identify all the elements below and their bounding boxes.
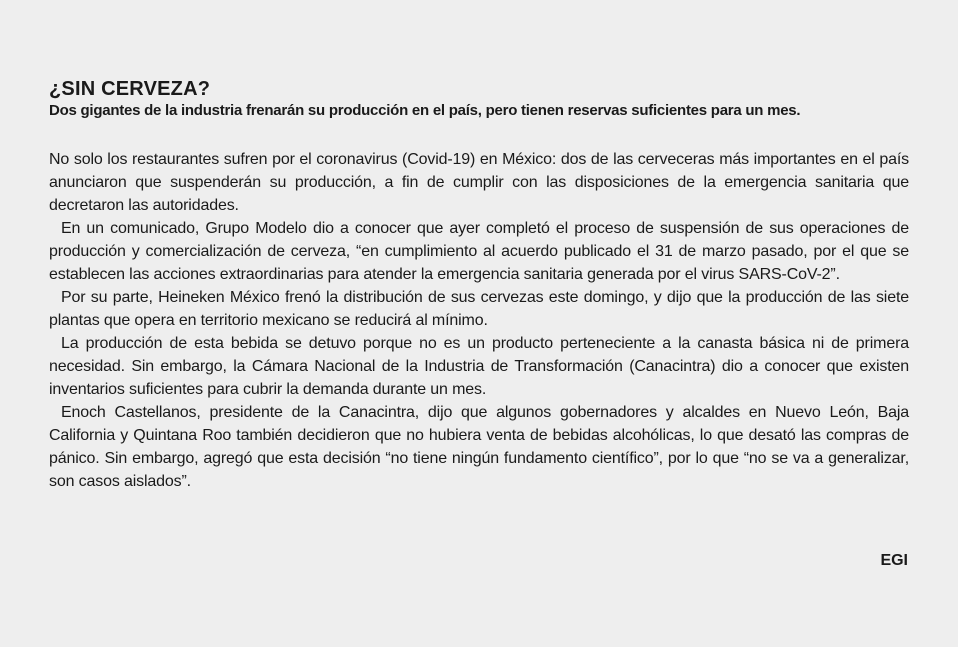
article-title: ¿SIN CERVEZA? <box>49 78 211 100</box>
paragraph-4: La producción de esta bebida se detuvo porque no es un producto perteneciente a la canasta básica ni de primera necesidad. Sin embargo, la Cámara Nacional de la Industria de Transformación (Canacintra) dio a conocer que existen inventarios suficientes para cubrir la demanda durante un mes. <box>49 335 909 398</box>
article-subtitle: Dos gigantes de la industria frenarán su producción en el país, pero tienen reservas suficientes para un mes. <box>49 102 801 119</box>
paragraph-1: No solo los restaurantes sufren por el coronavirus (Covid-19) en México: dos de las cerveceras más importantes en el país anunciaron que suspenderán su producción, a fin de cumplir con las disposiciones de la emergencia sanitaria que decretaron las autoridades. <box>49 151 909 214</box>
paragraph-3: Por su parte, Heineken México frenó la distribución de sus cervezas este domingo, y dijo que la producción de las siete plantas que opera en territorio mexicano se reducirá al mínimo. <box>49 289 909 329</box>
paragraph-5: Enoch Castellanos, presidente de la Canacintra, dijo que algunos gobernadores y alcaldes en Nuevo León, Baja California y Quintana Roo también decidieron que no hubiera venta de bebidas alcohólicas, lo que desató las compras de pánico. Sin embargo, agregó que esta decisión “no tiene ningún fundamento científico”, por lo que “no se va a generalizar, son casos aislados”. <box>49 404 909 490</box>
article-body <box>49 148 909 493</box>
article <box>49 78 909 493</box>
paragraph-2: En un comunicado, Grupo Modelo dio a conocer que ayer completó el proceso de suspensión de sus operaciones de producción y comercialización de cerveza, “en cumplimiento al acuerdo publicado el 31 de marzo pasado, por el que se establecen las acciones extraordinarias para atender la emergencia sanitaria generada por el virus SARS-CoV-2”. <box>49 220 909 283</box>
author-signature: EGI <box>880 552 908 569</box>
